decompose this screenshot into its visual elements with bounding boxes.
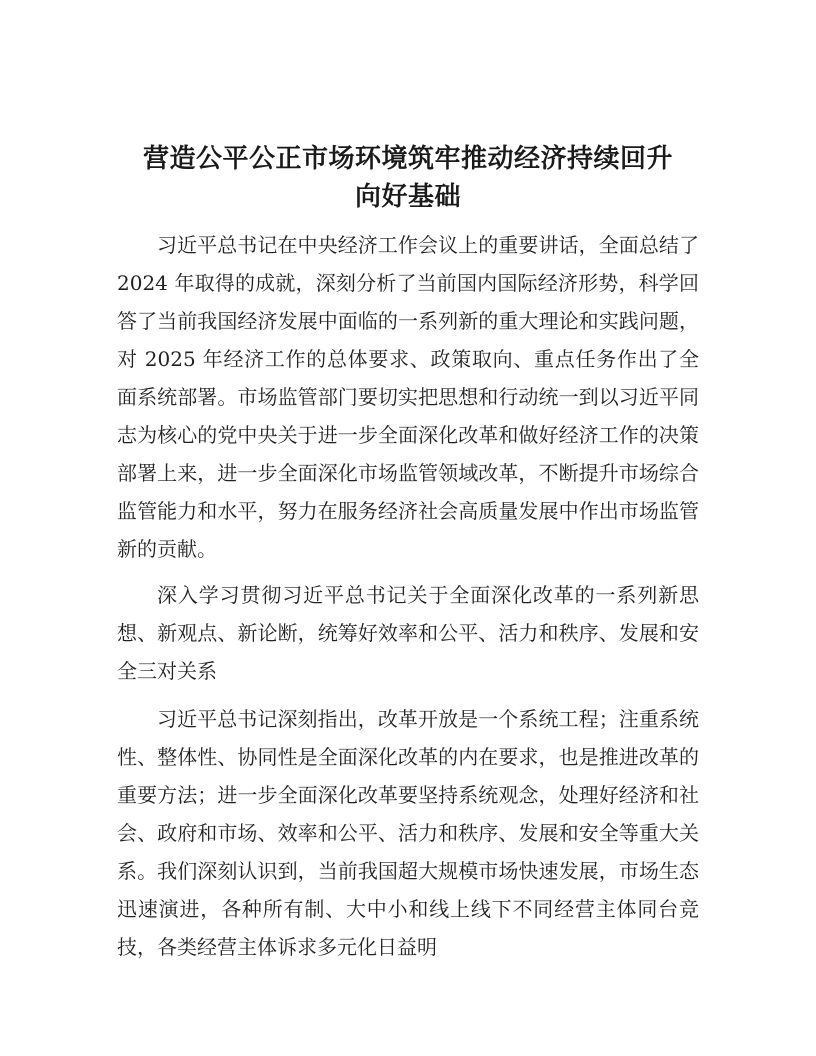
body-paragraph-3: 习近平总书记深刻指出，改革开放是一个系统工程；注重系统性、整体性、协同性是全面深化改革的内在要求，也是推进改革的重要方法；进一步全面深化改革要坚持系统观念，处理好经济和社会、政府和市场、效率和公平、活力和秩序、发展和安全等重大关系。我们深刻认识到，当前我国超大规模市场快速发展，市场生态迅速演进，各种所有制、大中小和线上线下不同经营主体同台竞技，各类经营主体诉求多元化日益明 [117,707,699,959]
body-paragraph-2-section-heading: 深入学习贯彻习近平总书记关于全面深化改革的一系列新思想、新观点、新论断，统筹好效率和公平、活力和秩序、发展和安全三对关系 [117,583,699,683]
document-title-line-2: 向好基础 [354,182,461,212]
document-title-line-1: 营造公平公正市场环境筑牢推动经济持续回升 [142,144,673,174]
body-paragraph-1: 习近平总书记在中央经济工作会议上的重要讲话，全面总结了 2024 年取得的成就，深刻分析了当前国内国际经济形势，科学回答了当前我国经济发展中面临的一系列新的重大理论和实践问题，对 2025 年经济工作的总体要求、政策取向、重点任务作出了全面系统部署。市场监管部门要切实把思想和行动统一到以习近平同志为核心的党中央关于进一步全面深化改革和做好经济工作的决策部署上来，进一步全面深化市场监管领域改革，不断提升市场综合监管能力和水平，努力在服务经济社会高质量发展中作出市场监管新的贡献。 [117,233,699,561]
document-body [117,226,699,966]
